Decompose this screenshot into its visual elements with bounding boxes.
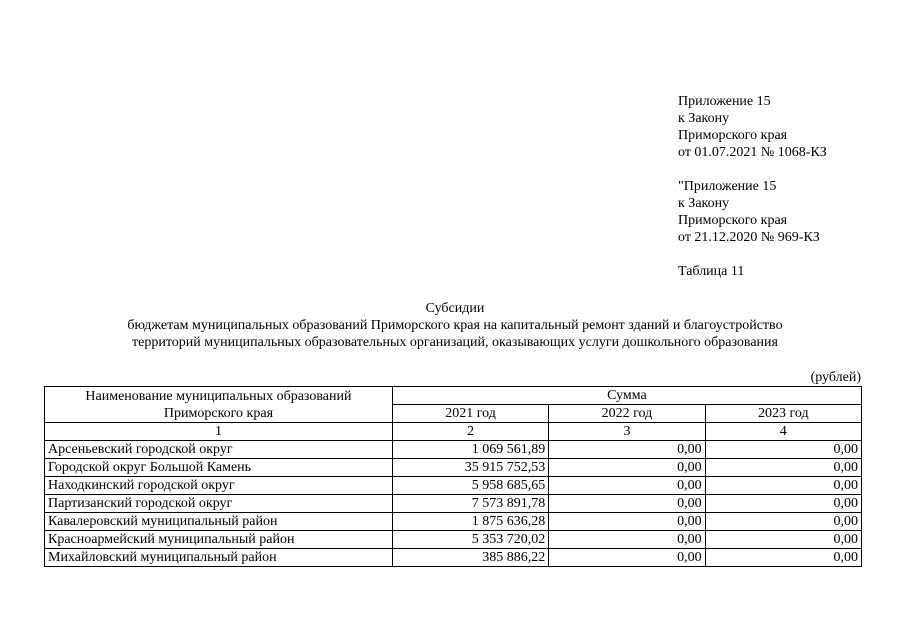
appendix-line: от 21.12.2020 № 969-КЗ <box>678 230 820 245</box>
column-index: 1 <box>45 423 393 441</box>
year-header: 2022 год <box>549 405 705 423</box>
municipality-name: Городской округ Большой Камень <box>45 459 393 477</box>
municipality-name: Партизанский городской округ <box>45 495 393 513</box>
year-header: 2023 год <box>705 405 861 423</box>
column-index-row <box>45 423 862 441</box>
appendix-line: от 01.07.2021 № 1068-КЗ <box>678 145 827 160</box>
appendix-line: "Приложение 15 <box>678 179 777 194</box>
table-row <box>45 477 862 495</box>
amount-2022: 0,00 <box>549 477 705 495</box>
appendix-current <box>678 93 827 161</box>
appendix-line: Приморского края <box>678 213 788 228</box>
sum-column-header: Сумма <box>392 387 861 405</box>
appendix-line: к Закону <box>678 196 730 211</box>
municipality-name: Михайловский муниципальный район <box>45 549 393 567</box>
appendix-line: Приморского края <box>678 128 788 143</box>
name-column-header <box>45 387 393 423</box>
municipality-name: Находкинский городской округ <box>45 477 393 495</box>
title-line: территорий муниципальных образовательных организаций, оказывающих услуги дошкольного образования <box>132 335 778 350</box>
amount-2021: 385 886,22 <box>392 549 548 567</box>
appendix-line: к Закону <box>678 111 730 126</box>
table-row <box>45 549 862 567</box>
appendix-previous <box>678 178 827 246</box>
amount-2023: 0,00 <box>705 495 861 513</box>
table-row <box>45 459 862 477</box>
amount-2023: 0,00 <box>705 549 861 567</box>
amount-2021: 1 875 636,28 <box>392 513 548 531</box>
appendix-header <box>678 93 827 280</box>
header-row <box>45 387 862 405</box>
appendix-line: Приложение 15 <box>678 94 771 109</box>
amount-2022: 0,00 <box>549 441 705 459</box>
subsidies-table <box>44 386 862 567</box>
unit-label: (рублей) <box>810 370 861 385</box>
amount-2021: 5 958 685,65 <box>392 477 548 495</box>
amount-2021: 7 573 891,78 <box>392 495 548 513</box>
title-line: Субсидии <box>425 301 485 316</box>
column-index: 2 <box>392 423 548 441</box>
title-line: бюджетам муниципальных образований Приморского края на капитальный ремонт зданий и благоустройство <box>127 318 783 333</box>
column-index: 3 <box>549 423 705 441</box>
table-row <box>45 531 862 549</box>
amount-2021: 35 915 752,53 <box>392 459 548 477</box>
amount-2023: 0,00 <box>705 513 861 531</box>
table-row <box>45 495 862 513</box>
amount-2022: 0,00 <box>549 549 705 567</box>
municipality-name: Арсеньевский городской округ <box>45 441 393 459</box>
amount-2023: 0,00 <box>705 477 861 495</box>
name-header-line: Приморского края <box>163 405 274 421</box>
table-row <box>45 513 862 531</box>
amount-2021: 5 353 720,02 <box>392 531 548 549</box>
amount-2022: 0,00 <box>549 495 705 513</box>
amount-2023: 0,00 <box>705 441 861 459</box>
document-title <box>40 300 870 351</box>
column-index: 4 <box>705 423 861 441</box>
amount-2022: 0,00 <box>549 531 705 549</box>
municipality-name: Красноармейский муниципальный район <box>45 531 393 549</box>
amount-2022: 0,00 <box>549 513 705 531</box>
amount-2021: 1 069 561,89 <box>392 441 548 459</box>
amount-2023: 0,00 <box>705 459 861 477</box>
name-header-line: Наименование муниципальных образований <box>85 388 352 404</box>
year-header: 2021 год <box>392 405 548 423</box>
amount-2023: 0,00 <box>705 531 861 549</box>
amount-2022: 0,00 <box>549 459 705 477</box>
municipality-name: Кавалеровский муниципальный район <box>45 513 393 531</box>
table-label: Таблица 11 <box>678 264 745 279</box>
table-row <box>45 441 862 459</box>
